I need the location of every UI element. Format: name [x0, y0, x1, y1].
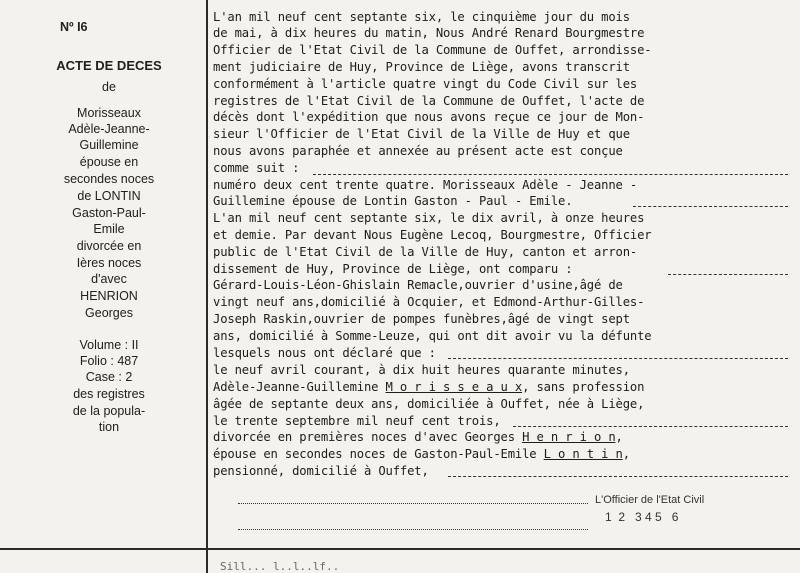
text-line: sieur l'Officier de l'Etat Civil de la Ville de Huy et que: [213, 127, 630, 141]
text-line: ment judiciaire de Huy, Province de Liège, avons transcrit: [213, 60, 630, 74]
blank-line: [238, 503, 588, 504]
left-column-divider: [206, 0, 208, 573]
text-line: [213, 447, 630, 461]
dash-filler: [448, 476, 788, 477]
name-line: secondes noces: [63, 172, 155, 186]
volume: Volume : II: [79, 338, 139, 352]
text-fragment: ,: [622, 447, 630, 461]
case: Case : 2: [85, 370, 133, 384]
second-spouse-surname: L o n t i n: [543, 447, 623, 461]
first-spouse-surname: H e n r i o n: [522, 430, 616, 444]
text-line: vingt neuf ans,domicilié à Ocquier, et Edmond-Arthur-Gilles-: [213, 295, 645, 309]
text-line: le neuf avril courant, à dix huit heures quarante minutes,: [213, 363, 630, 377]
text-fragment: divorcée en premières noces d'avec Georges: [213, 430, 515, 444]
text-line: Gérard-Louis-Léon-Ghislain Remacle,ouvrier d'usine,âgé de: [213, 278, 623, 292]
name-line: Ières noces: [76, 256, 142, 270]
footer-fragment: Sill... l..l..lf..: [220, 560, 340, 573]
dash-filler: [313, 174, 788, 175]
name-line: Georges: [85, 306, 133, 320]
text-fragment: Adèle-Jeanne-Guillemine: [213, 380, 379, 394]
text-line: L'an mil neuf cent septante six, le dix avril, à onze heures: [213, 211, 645, 225]
margin-column: [14, 6, 204, 566]
act-text: [213, 6, 793, 526]
blank-line: [238, 529, 588, 530]
dash-filler: [633, 206, 788, 207]
text-line: Guillemine épouse de Lontin Gaston - Paul - Emile.: [213, 194, 573, 208]
text-line: L'an mil neuf cent septante six, le cinquième jour du mois: [213, 10, 630, 24]
text-line: le trente septembre mil neuf cent trois,: [213, 414, 501, 428]
text-line: et demie. Par devant Nous Eugène Lecoq, Bourgmestre, Officier: [213, 228, 652, 242]
folio: Folio : 487: [79, 354, 139, 368]
registry-line: des registres: [73, 387, 145, 401]
text-fragment: ,: [615, 430, 623, 444]
registry-line: de la popula-: [72, 404, 146, 418]
text-line: Officier de l'Etat Civil de la Commune de Ouffet, arrondisse-: [213, 43, 652, 57]
text-line: décès dont l'expédition que nous avons reçue ce jour de Mon-: [213, 110, 645, 124]
text-line: public de l'Etat Civil de la Ville de Huy, canton et arron-: [213, 245, 638, 259]
name-line: HENRION: [80, 289, 138, 303]
text-line: conformément à l'article quatre vingt du Code Civil sur les: [213, 77, 638, 91]
dash-filler: [668, 274, 788, 275]
text-line: numéro deux cent trente quatre. Morisseaux Adèle - Jeanne -: [213, 178, 638, 192]
text-line: comme suit :: [213, 161, 300, 175]
text-fragment: , sans profession: [522, 380, 645, 394]
text-line: âgée de septante deux ans, domiciliée à Ouffet, née à Liège,: [213, 397, 645, 411]
text-line: [213, 430, 623, 444]
officer-signature-label: L'Officier de l'Etat Civil: [595, 494, 705, 506]
name-line: Guillemine: [79, 138, 139, 152]
text-line: registres de l'Etat Civil de la Commune de Ouffet, l'acte de: [213, 94, 645, 108]
deceased-surname: M o r i s s e a u x: [385, 380, 523, 394]
registry-line: tion: [98, 420, 120, 434]
text-line: de mai, à dix heures du matin, Nous André Renard Bourgmestre: [213, 26, 645, 40]
name-line: Gaston-Paul-: [72, 206, 146, 220]
name-line: Adèle-Jeanne-: [68, 122, 150, 136]
text-line: ans, domicilié à Somme-Leuze, qui ont dit avoir vu la défunte: [213, 329, 652, 343]
name-line: Emile: [93, 222, 125, 236]
name-line: d'avec: [91, 272, 127, 286]
name-line: divorcée en: [76, 239, 142, 253]
act-de: de: [102, 80, 116, 94]
text-line: dissement de Huy, Province de Liège, ont comparu :: [213, 262, 573, 276]
dash-filler: [513, 426, 788, 427]
dash-filler: [448, 358, 788, 359]
name-line: épouse en: [79, 155, 139, 169]
text-line: nous avons paraphée et annexée au présent acte est conçue: [213, 144, 623, 158]
text-fragment: épouse en secondes noces de Gaston-Paul-Emile: [213, 447, 537, 461]
text-line: lesquels nous ont déclaré que :: [213, 346, 436, 360]
act-title: ACTE DE DECES: [56, 58, 162, 73]
name-line: Morisseaux: [77, 106, 141, 120]
text-line: pensionné, domicilié à Ouffet,: [213, 464, 429, 478]
text-line: [213, 380, 644, 394]
name-line: de LONTIN: [77, 189, 141, 203]
signature-digits: 1 2 3 4 5 6: [605, 510, 679, 524]
text-line: Joseph Raskin,ouvrier de pompes funèbres,âgé de vingt sept: [213, 312, 630, 326]
act-number: Nº I6: [60, 20, 88, 34]
